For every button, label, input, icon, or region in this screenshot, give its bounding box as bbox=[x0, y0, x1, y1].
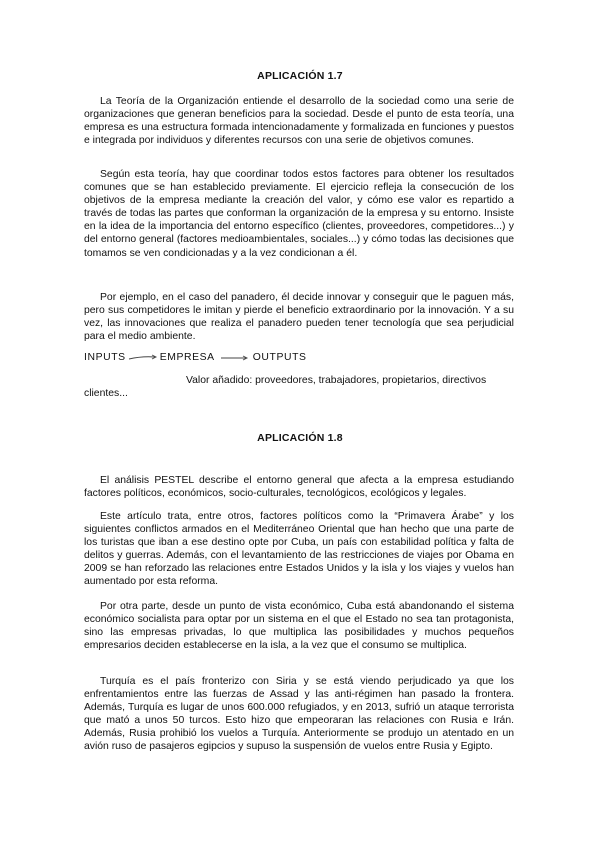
arrow-right-icon bbox=[128, 352, 158, 362]
empresa-label: EMPRESA bbox=[159, 351, 215, 363]
valor-anadido-line: Valor añadido: proveedores, trabajadores, propietarios, directivos bbox=[186, 375, 487, 386]
paragraph-1-7-example: Por ejemplo, en el caso del panadero, él decide innovar y conseguir que le paguen más, pero sus competidores le imitan y pierde el beneficio extraordinario por la innovación. Y a su vez, las innovaciones que realiza el panadero pueden tener tecnología que sea perjudicial para el medio ambiente. bbox=[84, 292, 514, 343]
arrow-right-icon bbox=[217, 352, 251, 362]
paragraph-1-7-intro: La Teoría de la Organización entiende el desarrollo de la sociedad como una serie de organizaciones que generan beneficios para la sociedad. Desde el punto de esta teoría, una empresa es una estructura formada intencionadamente y formalizada en funciones y puestos e integrada por individuos y diferentes recursos con una serie de objetivos comunes. bbox=[84, 96, 514, 147]
inputs-label: INPUTS bbox=[84, 351, 126, 363]
valor-anadido-text bbox=[84, 374, 514, 400]
section-title-1-8: APLICACIÓN 1.8 bbox=[257, 432, 343, 444]
paragraph-1-8-political: Este artículo trata, entre otros, factores políticos como la “Primavera Árabe” y los siguientes conflictos armados en el Mediterráneo Oriental que han hecho que una parte de los turistas que iban a ese destino opte por Cuba, un país con estabilidad política y falta de delitos y guerras. Además, con el levantamiento de las restricciones de viajes por Obama en 2009 se han reforzado las relaciones entre Estados Unidos y la isla y los viajes y vuelos han aumentado por esta reforma. bbox=[84, 511, 514, 588]
valor-anadido-continuation: clientes... bbox=[84, 388, 128, 400]
paragraph-1-7-theory: Según esta teoría, hay que coordinar todos estos factores para obtener los resultados comunes que se han establecido previamente. El ejercicio refleja la consecución de los objetivos de la empresa mediante la creación del valor, y cómo ese valor es repartido a través de todas las partes que conforman la organización de la empresa y su entorno. Insiste en la idea de la importancia del entorno específico (clientes, proveedores, competidores...) y del entorno general (factores medioambientales, sociales...) y cómo todas las decisiones que tomamos se ven condicionadas y a la vez condicionan a él. bbox=[84, 169, 514, 259]
value-chain-flow bbox=[84, 349, 307, 365]
outputs-label: OUTPUTS bbox=[252, 351, 307, 363]
paragraph-1-8-economic: Por otra parte, desde un punto de vista económico, Cuba está abandonando el sistema económico socialista para optar por un sistema en el que el Estado no sea tan protagonista, sino las empresas privadas, lo que multiplica las posibilidades y muchos pequeños empresarios deciden establecerse en la isla, a la vez que el consumo se multiplica. bbox=[84, 601, 514, 652]
section-title-1-7: APLICACIÓN 1.7 bbox=[257, 70, 343, 82]
paragraph-1-8-turkey: Turquía es el país fronterizo con Siria y se está viendo perjudicado ya que los enfrentamientos entre las fuerzas de Assad y las anti-régimen han pasado la frontera. Además, Turquía es lugar de unos 600.000 refugiados, y en 2013, sufrió un ataque terrorista que mató a unos 50 turcos. Esto hizo que empeoraran las relaciones con Rusia e Irán. Además, Rusia prohibió los vuelos a Turquía. Anteriormente se produjo un atentado en un avión ruso de pasajeros egipcios y supuso la suspensión de vuelos entre Rusia y Egipto. bbox=[84, 676, 514, 753]
paragraph-1-8-pestel: El análisis PESTEL describe el entorno general que afecta a la empresa estudiando factores políticos, económicos, socio-culturales, tecnológicos, ecológicos y legales. bbox=[84, 475, 514, 500]
